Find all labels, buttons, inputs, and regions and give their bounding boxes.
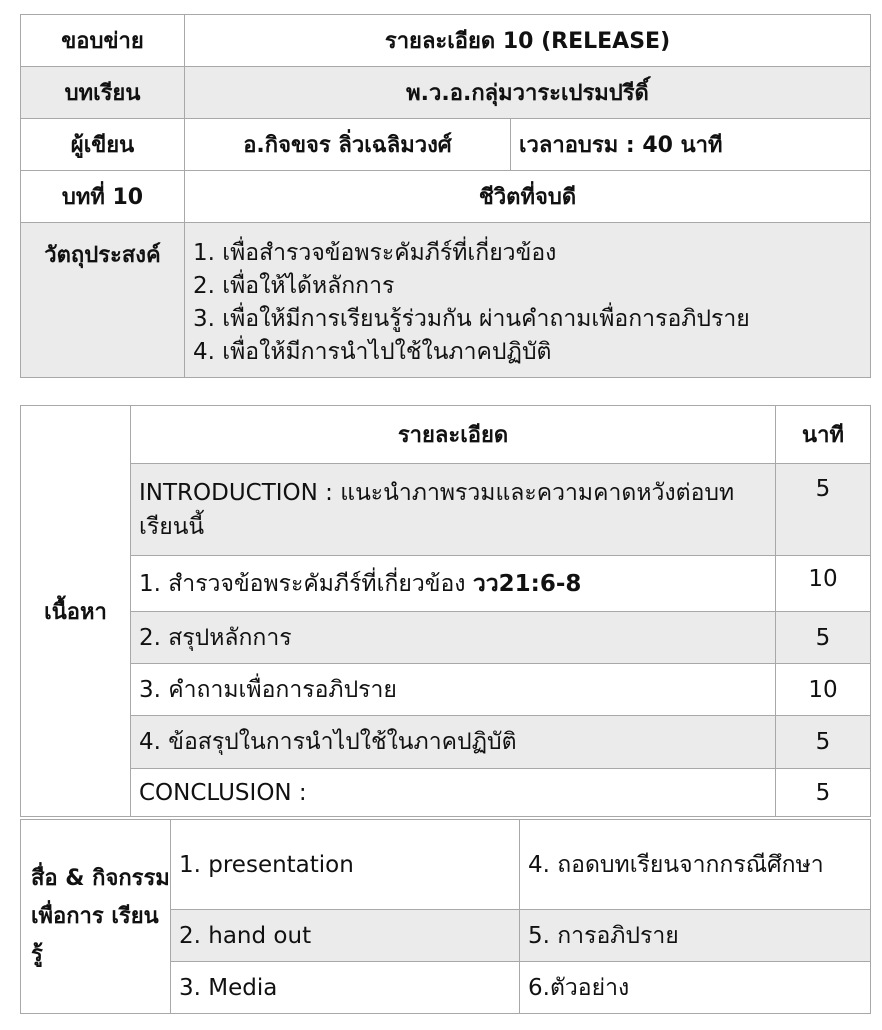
media-item: 2. hand out bbox=[171, 910, 520, 962]
minutes-header: นาที bbox=[776, 406, 871, 464]
content-header-row bbox=[21, 406, 871, 464]
chapter-row bbox=[21, 171, 871, 223]
content-minutes: 5 bbox=[776, 769, 871, 817]
lesson-label: บทเรียน bbox=[21, 67, 185, 119]
chapter-title: ชีวิตที่จบดี bbox=[185, 171, 871, 223]
scripture-reference: วว21:6-8 bbox=[472, 570, 582, 597]
content-row bbox=[21, 464, 871, 556]
lesson-row bbox=[21, 67, 871, 119]
content-minutes: 5 bbox=[776, 464, 871, 556]
author-value: อ.กิจขจร ลิ่วเฉลิมวงศ์ bbox=[185, 119, 511, 171]
scope-row bbox=[21, 15, 871, 67]
objective-item: 3. เพื่อให้มีการเรียนรู้ร่วมกัน ผ่านคำถามเพื่อการอภิปราย bbox=[193, 306, 750, 332]
content-minutes: 10 bbox=[776, 556, 871, 612]
objectives-row bbox=[21, 223, 871, 378]
author-row bbox=[21, 119, 871, 171]
content-row bbox=[21, 716, 871, 769]
content-table bbox=[20, 405, 871, 817]
content-minutes: 5 bbox=[776, 612, 871, 664]
content-detail-text: 1. สำรวจข้อพระคัมภีร์ที่เกี่ยวข้อง bbox=[139, 570, 473, 597]
chapter-label: บทที่ 10 bbox=[21, 171, 185, 223]
content-detail: 4. ข้อสรุปในการนำไปใช้ในภาคปฏิบัติ bbox=[131, 716, 776, 769]
objectives-list bbox=[185, 223, 871, 378]
media-section-label: สื่อ & กิจกรรม เพื่อการ เรียนรู้ bbox=[21, 820, 171, 1014]
lesson-value: พ.ว.อ.กลุ่มวาระเปรมปรีดิ์ bbox=[185, 67, 871, 119]
content-row bbox=[21, 664, 871, 716]
content-minutes: 10 bbox=[776, 664, 871, 716]
author-label: ผู้เขียน bbox=[21, 119, 185, 171]
objective-item: 4. เพื่อให้มีการนำไปใช้ในภาคปฏิบัติ bbox=[193, 339, 552, 365]
media-item: 3. Media bbox=[171, 962, 520, 1014]
media-activities-table bbox=[20, 819, 871, 1014]
content-detail bbox=[131, 556, 776, 612]
content-detail: INTRODUCTION : แนะนำภาพรวมและความคาดหวังต่อบทเรียนนี้ bbox=[131, 464, 776, 556]
content-row bbox=[21, 769, 871, 817]
content-detail: 3. คำถามเพื่อการอภิปราย bbox=[131, 664, 776, 716]
media-item: 5. การอภิปราย bbox=[520, 910, 871, 962]
content-row bbox=[21, 612, 871, 664]
duration-value: เวลาอบรม : 40 นาที bbox=[511, 119, 871, 171]
content-minutes: 5 bbox=[776, 716, 871, 769]
objectives-label: วัตถุประสงค์ bbox=[21, 223, 185, 378]
content-detail: 2. สรุปหลักการ bbox=[131, 612, 776, 664]
objective-item: 2. เพื่อให้ได้หลักการ bbox=[193, 273, 395, 299]
lesson-info-table bbox=[20, 14, 871, 378]
objective-item: 1. เพื่อสำรวจข้อพระคัมภีร์ที่เกี่ยวข้อง bbox=[193, 240, 557, 266]
content-section-label: เนื้อหา bbox=[21, 406, 131, 817]
media-row bbox=[21, 820, 871, 910]
content-row bbox=[21, 556, 871, 612]
scope-label: ขอบข่าย bbox=[21, 15, 185, 67]
media-item: 4. ถอดบทเรียนจากกรณีศึกษา bbox=[520, 820, 871, 910]
content-detail: CONCLUSION : bbox=[131, 769, 776, 817]
detail-header: รายละเอียด bbox=[131, 406, 776, 464]
scope-value: รายละเอียด 10 (RELEASE) bbox=[185, 15, 871, 67]
media-item: 1. presentation bbox=[171, 820, 520, 910]
media-item: 6.ตัวอย่าง bbox=[520, 962, 871, 1014]
